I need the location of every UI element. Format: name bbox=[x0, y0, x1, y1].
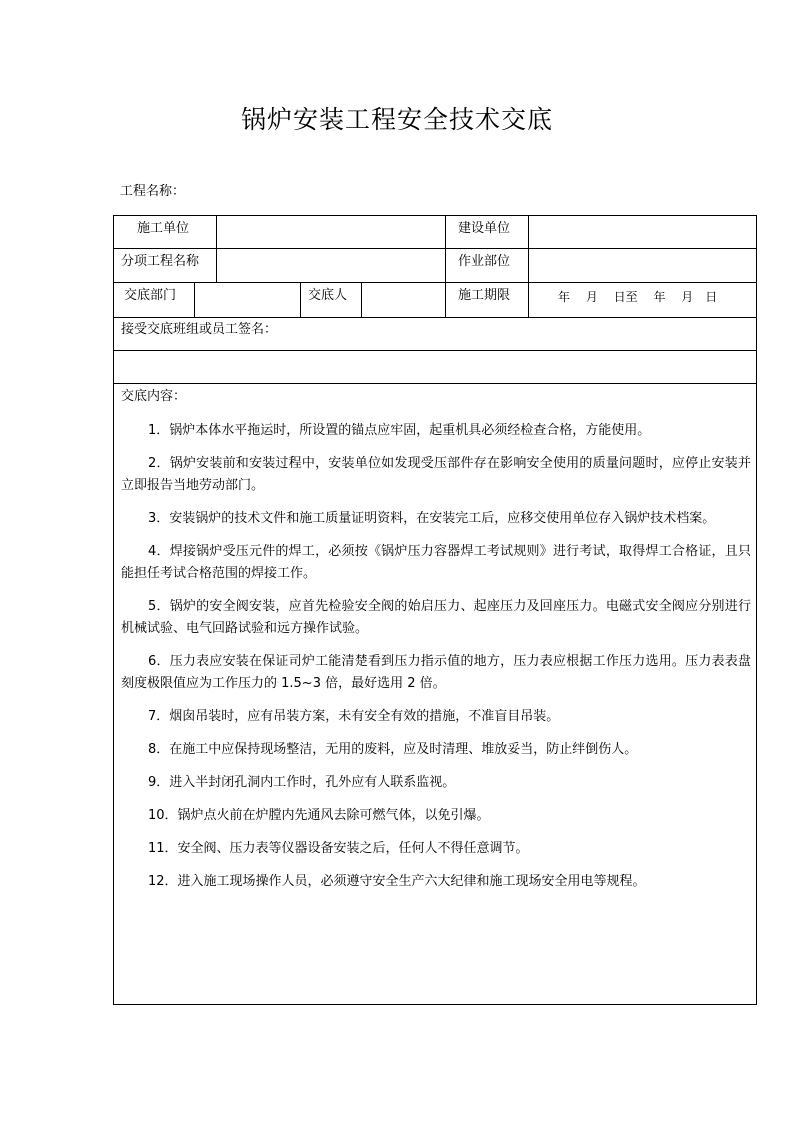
content-item: 8．在施工中应保持现场整洁，无用的废料，应及时清理、堆放妥当，防止绊倒伤人。 bbox=[148, 742, 638, 757]
period-label: 施工期限 bbox=[458, 288, 511, 303]
person-label: 交底人 bbox=[308, 288, 348, 303]
owner-unit-field[interactable] bbox=[530, 218, 755, 247]
column-divider bbox=[528, 216, 529, 317]
content-item: 6．压力表应安装在保证司炉工能清楚看到压力指示值的地方，压力表应根据工作压力选用。压力表表盘刻度极限值应为工作压力的 1.5~3 倍，最好选用 2 倍。 bbox=[121, 654, 751, 691]
column-divider bbox=[300, 282, 301, 317]
column-divider bbox=[445, 216, 446, 317]
content-item: 4．焊接锅炉受压元件的焊工，必须按《锅炉压力容器焊工考试规则》进行考试，取得焊工合格证，且只能担任考试合格范围的焊接工作。 bbox=[121, 544, 751, 581]
content-item: 9．进入半封闭孔洞内工作时，孔外应有人联系监视。 bbox=[148, 775, 456, 790]
row-divider bbox=[114, 317, 756, 318]
row-divider bbox=[114, 248, 756, 249]
project-name-label: 工程名称： bbox=[120, 184, 186, 199]
column-divider bbox=[194, 282, 195, 317]
construction-unit-field[interactable] bbox=[218, 218, 444, 247]
content-item: 3．安装锅炉的技术文件和施工质量证明资料，在安装完工后，应移交使用单位存入锅炉技术档案。 bbox=[148, 511, 716, 526]
document-title: 锅炉安装工程安全技术交底 bbox=[240, 105, 553, 134]
period-value: 年 月 日至 年 月 日 bbox=[558, 290, 718, 304]
row-divider bbox=[114, 350, 756, 351]
content-item: 10．锅炉点火前在炉膛内先通风去除可燃气体，以免引爆。 bbox=[148, 808, 490, 823]
column-divider bbox=[361, 282, 362, 317]
content-item: 12．进入施工现场操作人员，必须遵守安全生产六大纪律和施工现场安全用电等规程。 bbox=[148, 874, 646, 889]
dept-label: 交底部门 bbox=[124, 288, 177, 303]
dept-field[interactable] bbox=[196, 285, 299, 315]
sub-project-label: 分项工程名称 bbox=[121, 254, 200, 269]
content-label: 交底内容： bbox=[121, 389, 187, 404]
person-field[interactable] bbox=[363, 285, 444, 315]
sub-project-field[interactable] bbox=[218, 251, 444, 281]
work-location-field[interactable] bbox=[530, 251, 755, 281]
row-divider bbox=[114, 282, 756, 283]
row-divider bbox=[114, 383, 756, 384]
work-location-label: 作业部位 bbox=[458, 254, 511, 269]
construction-unit-label: 施工单位 bbox=[137, 221, 190, 236]
content-item: 7．烟囱吊装时，应有吊装方案，未有安全有效的措施，不准盲目吊装。 bbox=[148, 709, 560, 724]
content-items bbox=[121, 420, 751, 904]
disclosure-form bbox=[113, 215, 757, 1005]
signature-field[interactable] bbox=[116, 352, 754, 381]
content-item: 5．锅炉的安全阀安装，应首先检验安全阀的始启压力、起座压力及回座压力。电磁式安全阀应分别进行机械试验、电气回路试验和远方操作试验。 bbox=[121, 599, 751, 636]
column-divider bbox=[216, 216, 217, 282]
content-item: 11．安全阀、压力表等仪器设备安装之后，任何人不得任意调节。 bbox=[148, 841, 529, 856]
owner-unit-label: 建设单位 bbox=[458, 221, 511, 236]
content-item: 1．锅炉本体水平拖运时，所设置的锚点应牢固，起重机具必须经检查合格，方能使用。 bbox=[148, 423, 651, 438]
content-item: 2．锅炉安装前和安装过程中，安装单位如发现受压部件存在影响安全使用的质量问题时，应停止安装并立即报告当地劳动部门。 bbox=[121, 456, 751, 493]
signature-label: 接受交底班组或员工签名： bbox=[121, 322, 278, 337]
